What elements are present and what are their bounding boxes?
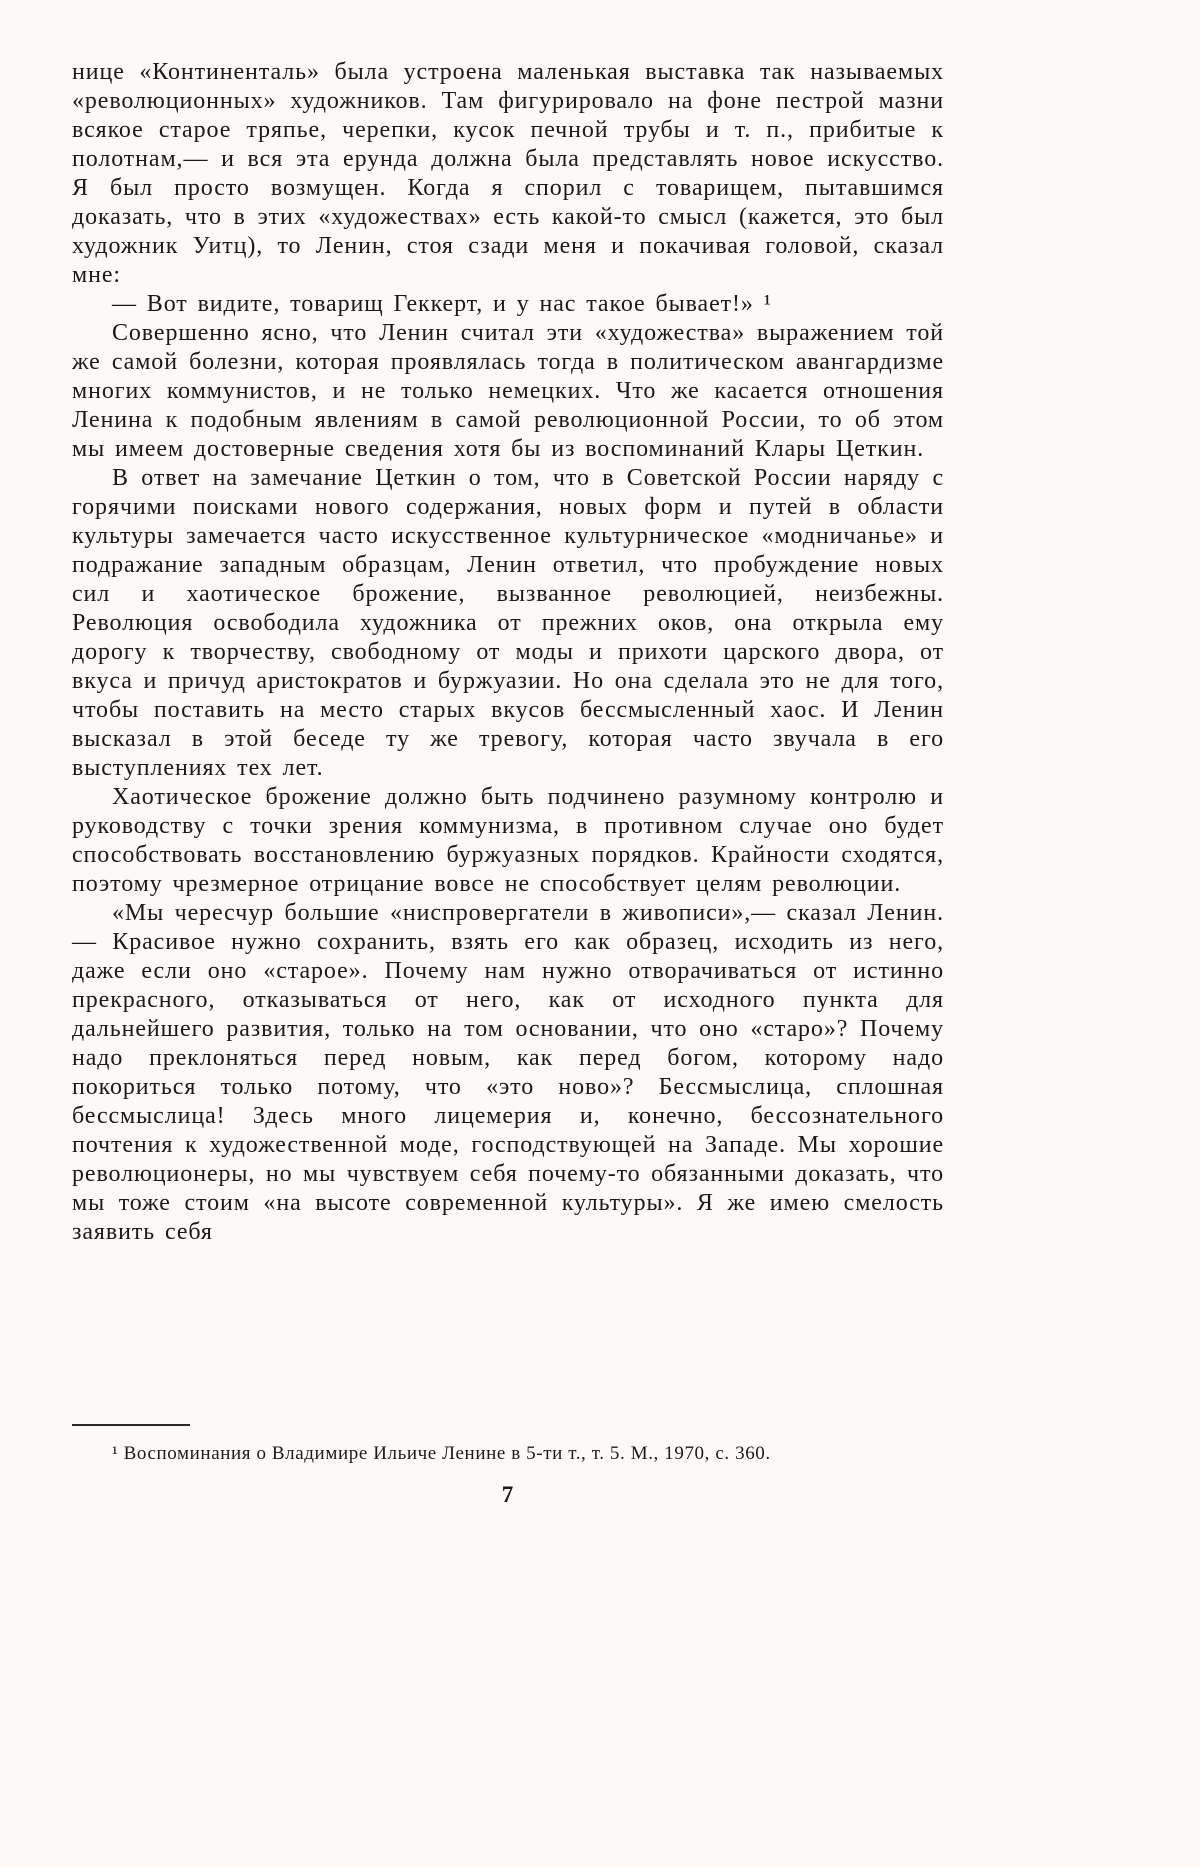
footnote-divider — [72, 1424, 190, 1426]
page-number: 7 — [501, 1482, 515, 1507]
paragraph-continuation: нице «Континенталь» была устроена маленькая выставка так называемых «революционных» художников. Там фигурировало на фоне пестрой мазни всякое старое тряпье, черепки, кусок печной трубы и т. п., прибитые к полотнам,— и вся эта ерунда должна была представлять новое искусство. Я был просто возмущен. Когда я спорил с товарищем, пытавшимся доказать, что в этих «художествах» есть какой-то смысл (кажется, это был художник Уитц), то Ленин, стоя сзади меня и покачивая головой, сказал мне: — [72, 59, 944, 288]
paragraph: «Мы чересчур большие «ниспровергатели в живописи»,— сказал Ленин.— Красивое нужно сохранить, взять его как образец, исходить из него, даже если оно «старое». Почему нам нужно отворачиваться от истинно прекрасного, отказываться от него, как от исходного пункта для дальнейшего развития, только на том основании, что оно «старо»? Почему надо преклоняться перед новым, как перед богом, которому надо покориться только потому, что «это ново»? Бессмыслица, сплошная бессмыслица! Здесь много лицемерия и, конечно, бессознательного почтения к художественной моде, господствующей на Западе. Мы хорошие революционеры, но мы чувствуем себя почему-то обязанными доказать, что мы тоже стоим «на высоте современной культуры». Я же имею смелость заявить себя — [72, 900, 944, 1245]
paragraph-dialogue: — Вот видите, товарищ Геккерт, и у нас такое бывает!» ¹ — [112, 291, 772, 317]
paragraph: В ответ на замечание Цеткин о том, что в Советской России наряду с горячими поисками нового содержания, новых форм и путей в области культуры замечается часто искусственное культурническое «модничанье» и подражание западным образцам, Ленин ответил, что пробуждение новых сил и хаотическое брожение, вызванное революцией, неизбежны. Революция освободила художника от прежних оков, она открыла ему дорогу к творчеству, свободному от моды и прихоти царского двора, от вкуса и причуд аристократов и буржуазии. Но она сделала это не для того, чтобы поставить на место старых вкусов бессмысленный хаос. И Ленин высказал в этой беседе ту же тревогу, которая часто звучала в его выступлениях тех лет. — [72, 465, 944, 781]
footnote: ¹ Воспоминания о Владимире Ильиче Ленине в 5-ти т., т. 5. М., 1970, с. 360. — [112, 1443, 771, 1464]
paragraph: Хаотическое брожение должно быть подчинено разумному контролю и руководству с точки зрения коммунизма, в противном случае оно будет способствовать восстановлению буржуазных порядков. Крайности сходятся, поэтому чрезмерное отрицание вовсе не способствует целям революции. — [72, 784, 944, 897]
paragraph: Совершенно ясно, что Ленин считал эти «художества» выражением той же самой болезни, которая проявлялась тогда в политическом авангардизме многих коммунистов, и не только немецких. Что же касается отношения Ленина к подобным явлениям в самой революционной России, то об этом мы имеем достоверные сведения хотя бы из воспоминаний Клары Цеткин. — [72, 320, 944, 462]
page-text-block — [72, 58, 944, 1247]
